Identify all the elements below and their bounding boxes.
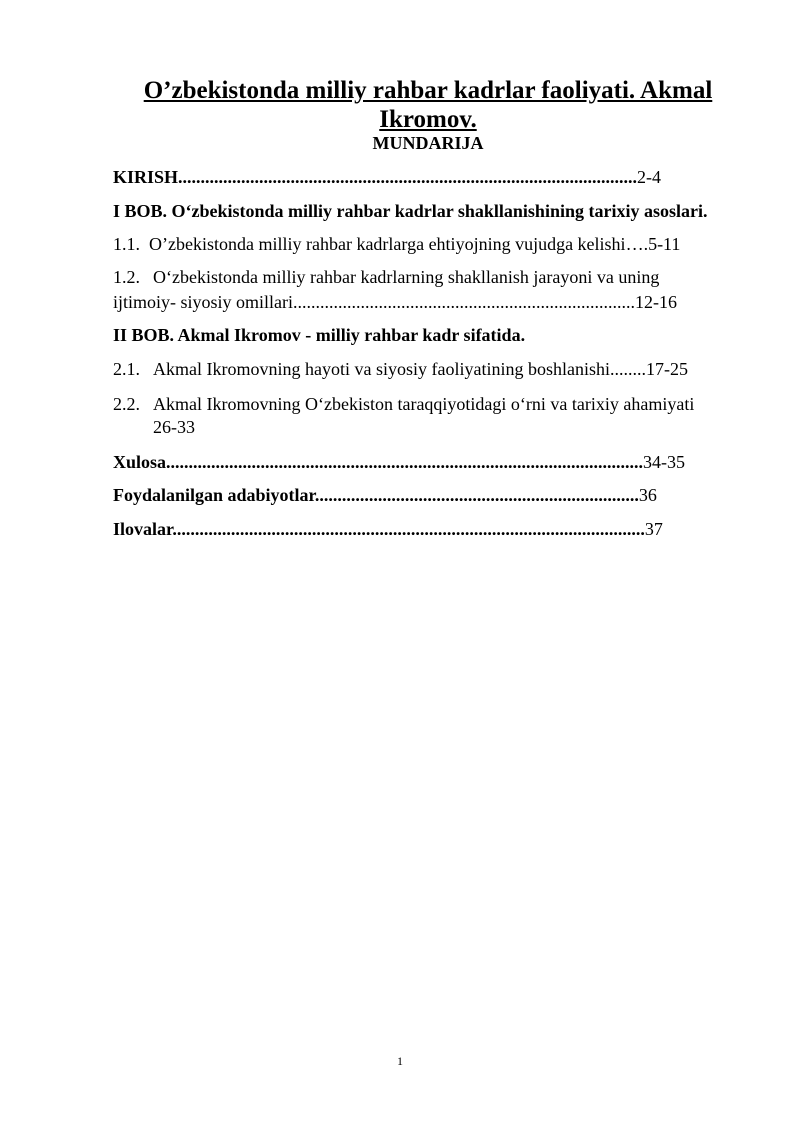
toc-section-2-2-pages-line: [153, 416, 195, 438]
toc-leader-dots: ..........................................................................................................: [166, 452, 644, 472]
toc-section-1-2-continued: [113, 291, 677, 313]
toc-section-text: O’zbekistonda milliy rahbar kadrlarga ehtiyojning vujudga kelishi: [149, 234, 626, 254]
toc-page-range: 5-11: [648, 234, 681, 254]
toc-section-text-line-2: ijtimoiy- siyosiy omillari: [113, 292, 293, 312]
toc-section-number: 1.1.: [113, 234, 140, 254]
toc-label: I BOB. O‘zbekistonda milliy rahbar kadrlar shakllanishining tarixiy asoslari.: [113, 201, 708, 221]
toc-label: Xulosa: [113, 452, 167, 472]
toc-chapter-1: [113, 200, 707, 222]
toc-page-range: 12-16: [635, 292, 677, 312]
toc-section-2-2: [113, 393, 694, 415]
toc-entry-foydalanilgan: [113, 484, 657, 506]
title-line-1: O’zbekistonda milliy rahbar kadrlar faoliyati. Akmal: [143, 77, 713, 104]
toc-section-1-2: [113, 266, 659, 288]
toc-entry-xulosa: [113, 451, 685, 473]
toc-label: Ilovalar: [113, 519, 173, 539]
toc-chapter-2: [113, 324, 525, 346]
toc-leader-dots: ......................................................................................................: [178, 167, 638, 187]
toc-page-range: 36: [638, 485, 657, 505]
toc-label: KIRISH: [113, 167, 179, 187]
toc-section-number: 2.2.: [113, 394, 140, 414]
toc-page-range: 34-35: [643, 452, 686, 472]
toc-section-number: 2.1.: [113, 359, 140, 379]
page-number: 1: [397, 1054, 403, 1068]
contents-heading: MUNDARIJA: [372, 133, 484, 153]
toc-section-number: 1.2.: [113, 267, 140, 287]
toc-label: Foydalanilgan adabiyotlar: [113, 485, 315, 505]
toc-page-range: 17-25: [645, 359, 688, 379]
toc-leader-dots: ............................................................................: [293, 292, 635, 312]
toc-leader-dots: .........................................................................................................: [172, 519, 645, 539]
toc-leader-dots: ........: [609, 359, 646, 379]
toc-leader-dots: ........................................................................: [314, 485, 639, 505]
toc-section-text: Akmal Ikromovning O‘zbekiston taraqqiyotidagi o‘rni va tarixiy ahamiyati: [153, 394, 695, 414]
toc-section-1-1: [113, 233, 680, 255]
toc-page-range: 2-4: [637, 167, 662, 187]
toc-section-2-1: [113, 358, 688, 380]
toc-entry-kirish: [113, 166, 661, 188]
title-line-2: Ikromov.: [379, 106, 477, 133]
toc-label: II BOB. Akmal Ikromov - milliy rahbar kadr sifatida.: [113, 325, 526, 345]
toc-page-range: 37: [644, 519, 663, 539]
toc-section-text: Akmal Ikromovning hayoti va siyosiy faoliyatining boshlanishi: [153, 359, 610, 379]
toc-page-range: 26-33: [153, 417, 195, 437]
toc-section-text-line-1: O‘zbekistonda milliy rahbar kadrlarning shakllanish jarayoni va uning: [153, 267, 660, 287]
document-title: [140, 76, 716, 134]
toc-entry-ilovalar: [113, 518, 663, 540]
toc-leader-dots: ….: [625, 234, 649, 254]
